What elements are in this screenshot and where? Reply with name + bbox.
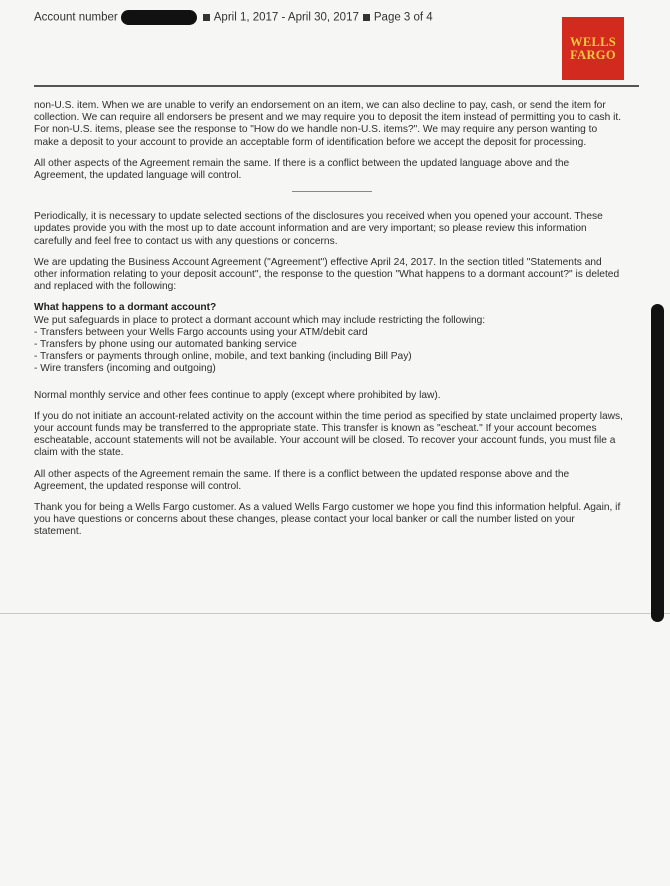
date-range: April 1, 2017 - April 30, 2017 (213, 11, 359, 24)
wells-fargo-logo (562, 17, 624, 80)
restriction-list (34, 327, 624, 376)
paragraph-thank-you: Thank you for being a Wells Fargo customer. As a valued Wells Fargo customer we hope you find this information helpful. Again, if you have questions or concerns about these changes, please contact your local banker or call the number listed on your statement. (34, 502, 621, 538)
header-rule (34, 85, 639, 87)
paragraph-escheat: If you do not initiate an account-related activity on the account within the time period as specified by state unclaimed property laws, your account funds may be transferred to the appropriate state. This transfer is known as "escheat." If your account becomes escheatable, account statements will not be available. Your account will be closed. To recover your account funds, you must file a claim with the state. (34, 410, 623, 459)
dormant-account-intro: We put safeguards in place to protect a dormant account which may include restricting the following: (34, 314, 486, 326)
paragraph-agreement-conflict-1: All other aspects of the Agreement remain the same. If there is a conflict between the updated language above and the Agreement, the updated language will control. (34, 157, 570, 182)
paragraph-fees: Normal monthly service and other fees continue to apply (except where prohibited by law). (34, 389, 441, 401)
list-item: - Transfers between your Wells Fargo accounts using your ATM/debit card (34, 326, 368, 338)
page-indicator: Page 3 of 4 (373, 11, 433, 24)
logo-line-1: WELLS (570, 34, 616, 49)
section-divider (292, 191, 372, 192)
paragraph-endorsements: non-U.S. item. When we are unable to verify an endorsement on an item, we can also decline to pay, cash, or send the item for collection. We can require all endorsers be present and we may require you to deposit the item instead of permitting you to cash it. For non-U.S. items, please see the response to "How do we handle non-U.S. items?". We may require any person wanting to make a deposit to your account to provide an acceptable form of identification before we accept the deposit for processing. (34, 100, 622, 148)
scrollbar-thumb[interactable] (651, 304, 664, 622)
list-item: - Transfers or payments through online, mobile, and text banking (including Bill Pay) (34, 351, 412, 363)
list-item: - Wire transfers (incoming and outgoing) (34, 363, 216, 375)
separator-square-icon (363, 14, 370, 21)
statement-header (34, 10, 433, 25)
paragraph-agreement-conflict-2: All other aspects of the Agreement remain the same. If there is a conflict between the updated response above and the Agreement, the updated response will control. (34, 468, 570, 492)
paragraph-agreement-update: We are updating the Business Account Agreement ("Agreement") effective April 24, 2017. In the section titled "Statements and other information relating to your deposit account", the response to the question "What happens to a dormant account?" is deleted and replaced with the following: (34, 256, 620, 293)
statement-body (34, 100, 624, 548)
paragraph-disclosure-updates: Periodically, it is necessary to update selected sections of the disclosures you received when you opened your account. These updates provide you with the most up to date account information and are very important; so please review this information carefully and feel free to contact us with any questions or concerns. (34, 211, 603, 247)
account-number-label: Account number (34, 11, 118, 24)
logo-line-2: FARGO (570, 47, 616, 62)
page-fold-line (0, 613, 670, 614)
redacted-account-number (121, 10, 197, 25)
list-item: - Transfers by phone using our automated banking service (34, 339, 297, 351)
dormant-account-heading: What happens to a dormant account? (34, 302, 217, 314)
separator-square-icon (203, 14, 210, 21)
